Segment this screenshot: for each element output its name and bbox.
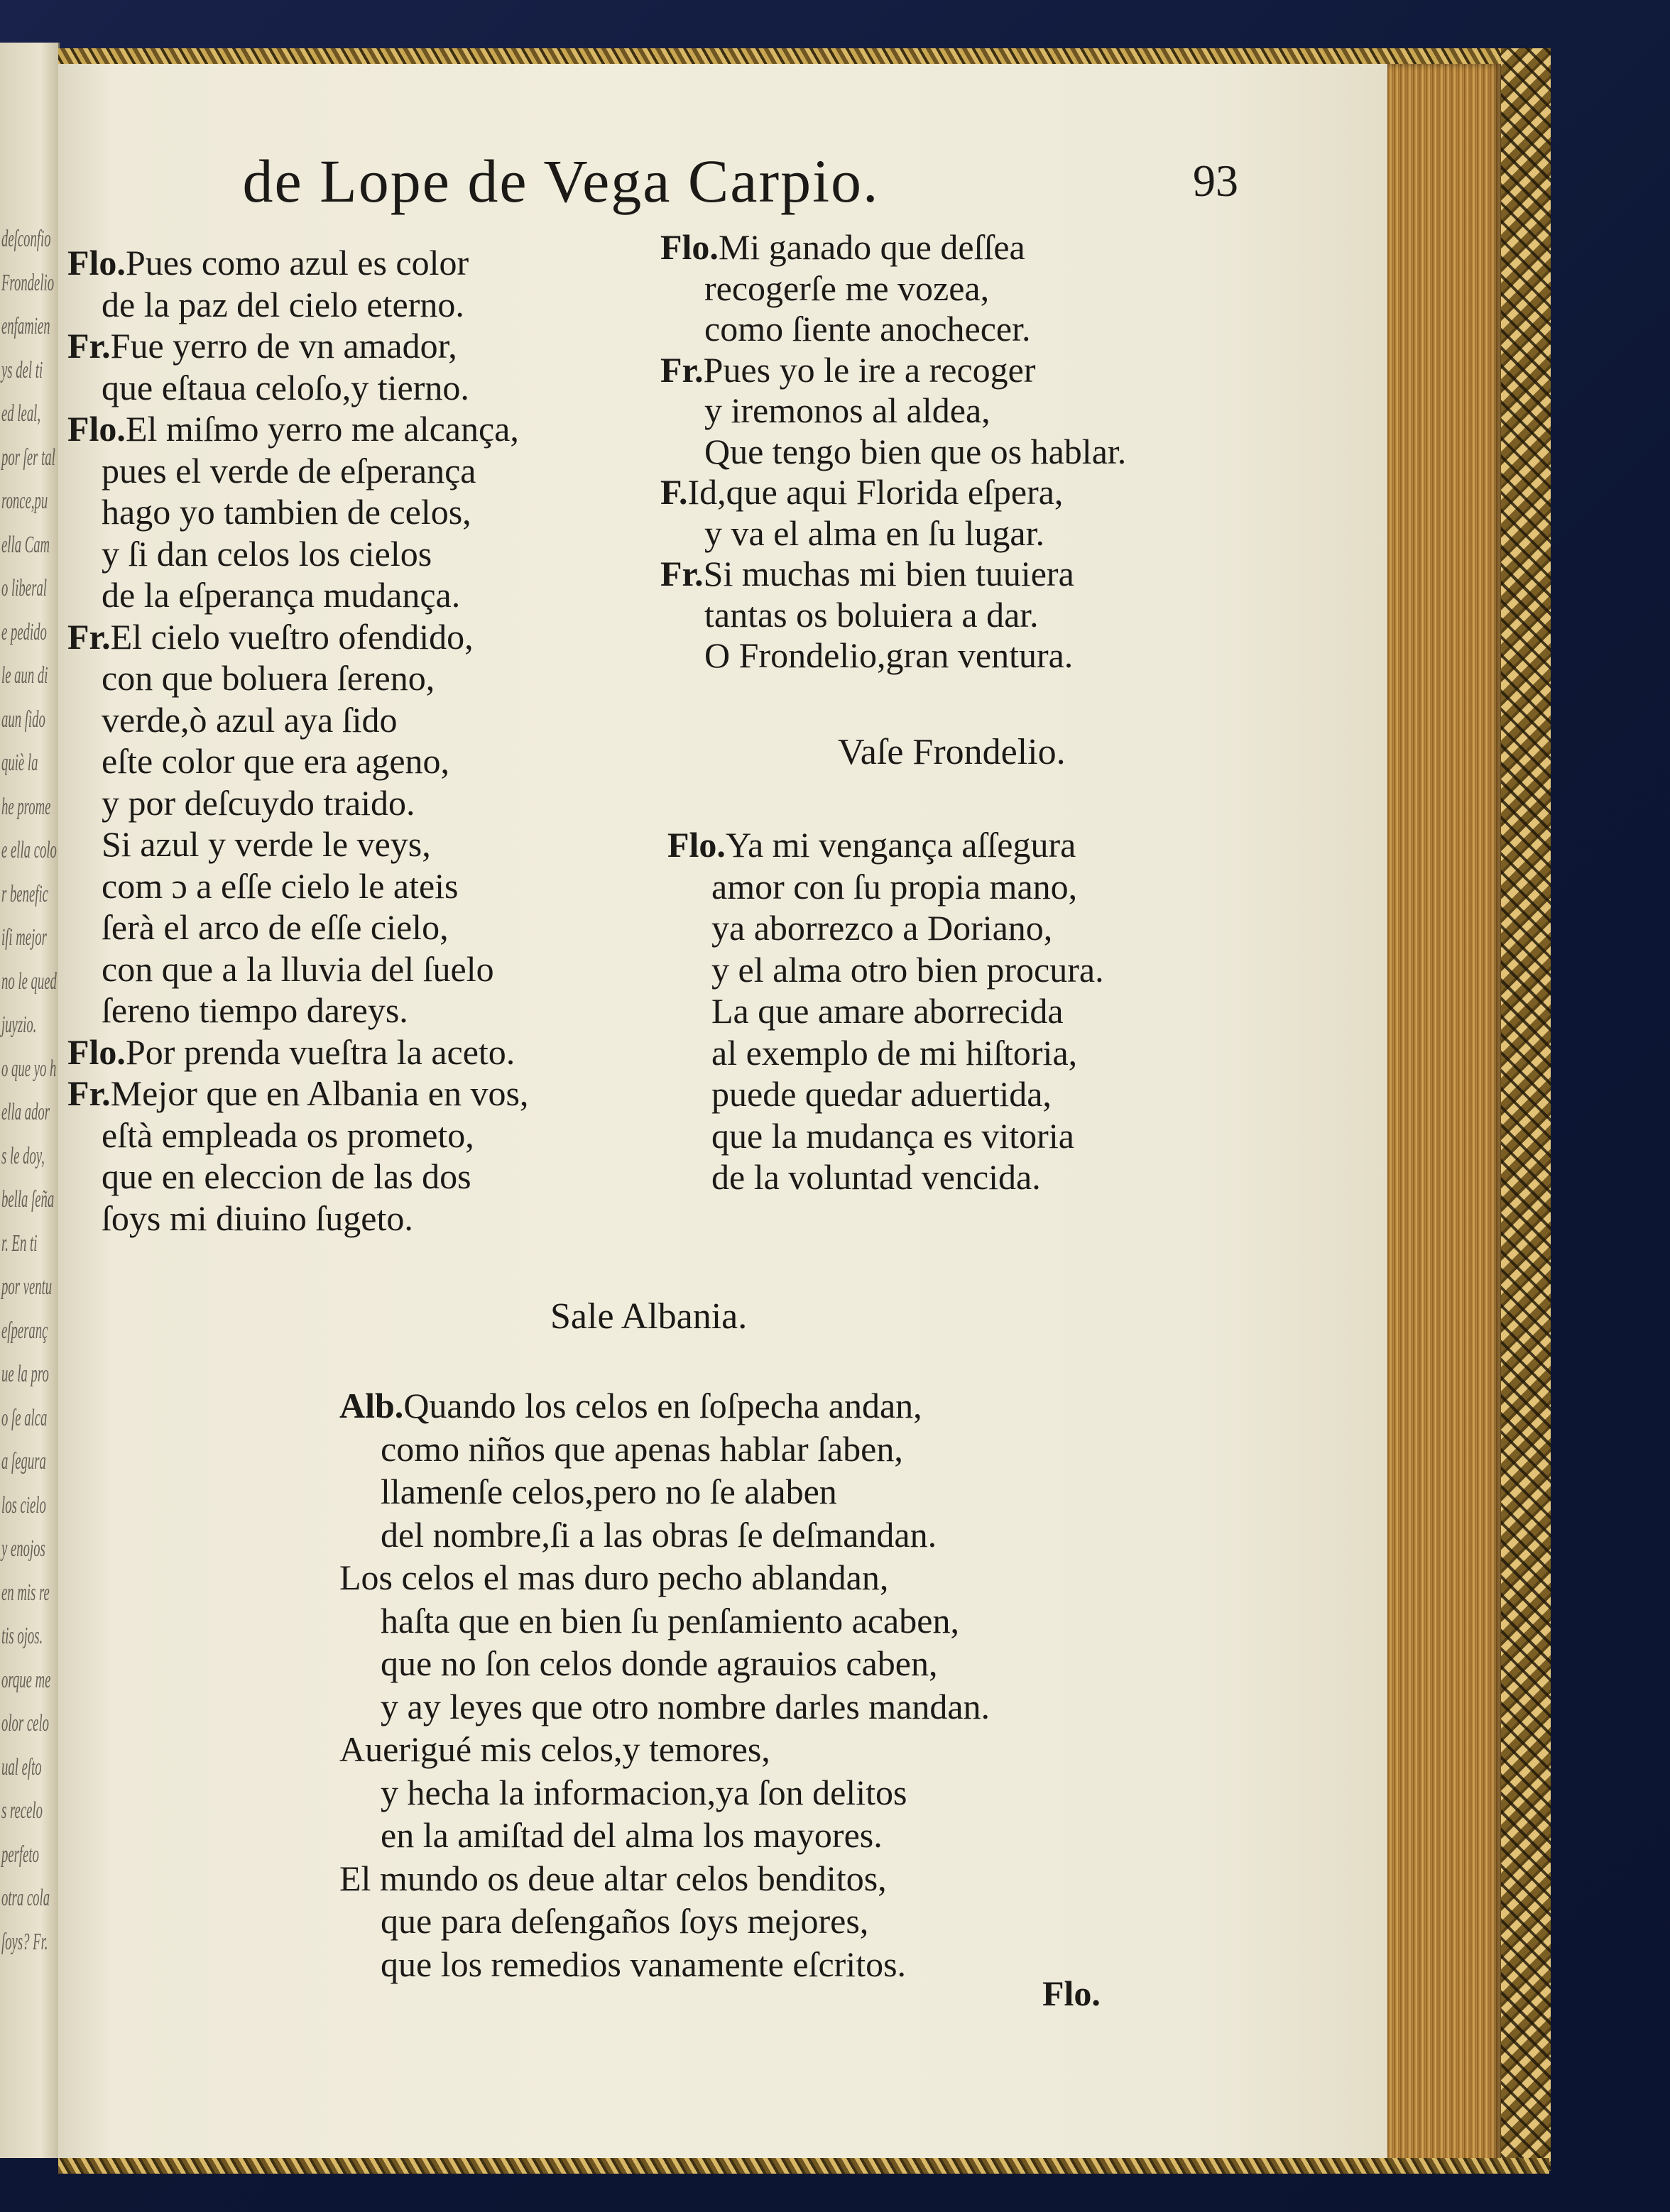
catchword: Flo.: [1042, 1973, 1101, 2013]
previous-page-fragment: deſconfio: [1, 226, 51, 252]
verse-line: [711, 1156, 1251, 1198]
verse-line: [67, 1072, 621, 1115]
previous-page-fragment: juyzio.: [1, 1012, 37, 1038]
verse-line: [381, 1900, 1162, 1942]
verse-text: de la paz del cielo eterno.: [102, 284, 464, 324]
previous-page-fragment: iſi mejor: [1, 924, 47, 951]
verse-line: [102, 989, 655, 1031]
previous-page-fragment: bella ſeña: [1, 1186, 55, 1212]
verse-text: ſoys mi diuino ſugeto.: [102, 1198, 413, 1238]
verse-line: [704, 634, 1258, 677]
verse-line: [339, 1384, 1120, 1427]
previous-page-fragment: ſoys? Fr.: [1, 1928, 48, 1955]
verse-line: [381, 1685, 1162, 1728]
previous-page-fragment: ella ador: [1, 1099, 50, 1125]
verse-text: en la amiſtad del alma los mayores.: [381, 1815, 883, 1855]
verse-line: [102, 1197, 655, 1239]
previous-page-fragment: tis ojos.: [1, 1623, 43, 1649]
verse-text: tantas os boluiera a dar.: [704, 594, 1039, 635]
verse-text: que en eleccion de las dos: [102, 1156, 471, 1196]
verse-text: Si muchas mi bien tuuiera: [703, 554, 1074, 593]
verse-line: [704, 267, 1258, 310]
previous-page-fragment: o liberal: [1, 575, 47, 601]
previous-page-fragment: e ella colo: [1, 837, 57, 863]
verse-line: [660, 226, 1214, 268]
verse-line: [67, 407, 621, 450]
previous-page-fragment: r benefic: [1, 880, 48, 907]
verse-text: Que tengo bien que os hablar.: [704, 431, 1127, 471]
previous-page-fragment: en mis re: [1, 1579, 50, 1606]
verse-text: El mundo os deue altar celos benditos,: [339, 1858, 887, 1898]
verse-line: [711, 907, 1251, 949]
verse-text: y ſi dan celos los cielos: [102, 533, 432, 574]
verse-line: [102, 532, 655, 575]
speaker-label: Flo.: [67, 409, 126, 449]
verse-line: [102, 366, 655, 409]
previous-page-edge: [0, 43, 60, 2158]
verse-line: [711, 1073, 1251, 1115]
verse-text: que no ſon celos donde agrauios caben,: [381, 1643, 938, 1683]
verse-line: [704, 593, 1258, 636]
previous-page-fragment: le aun di: [1, 662, 48, 689]
verse-text: puede quedar aduertida,: [711, 1074, 1052, 1114]
verse-line: [102, 574, 655, 616]
verse-text: de la eſperança mudança.: [102, 575, 461, 615]
gilt-border-right: [1501, 48, 1551, 2171]
previous-page-fragment: por ventu: [1, 1274, 53, 1300]
previous-page-fragment: enfamien: [1, 313, 50, 339]
speaker-label: Fr.: [660, 349, 704, 390]
previous-page-fragment: perfeto: [1, 1841, 39, 1868]
speaker-label: Alb.: [339, 1386, 404, 1425]
verse-line: [67, 1031, 621, 1073]
previous-page-fragment: e pedido: [1, 618, 47, 645]
previous-page-fragment: ys del ti: [1, 356, 43, 383]
verse-line: [339, 1857, 1120, 1900]
verse-line: [381, 1470, 1162, 1513]
verse-line: [102, 657, 655, 699]
verse-line: [381, 1599, 1162, 1642]
verse-line: [102, 823, 655, 865]
verse-text: que los remedios vanamente eſcritos.: [381, 1944, 907, 1984]
verse-text: El cielo vueſtro ofendido,: [110, 616, 474, 657]
verse-text: eſtà empleada os prometo,: [102, 1115, 474, 1155]
verse-text: amor con ſu propia mano,: [711, 866, 1078, 907]
previous-page-fragment: quiè la: [1, 750, 38, 776]
verse-text: y iremonos al aldea,: [704, 390, 990, 430]
previous-page-fragment: ual eſto: [1, 1753, 42, 1780]
previous-page-fragment: s recelo: [1, 1797, 43, 1824]
previous-page-fragment: los cielo: [1, 1491, 46, 1518]
stage-direction-enter: Sale Albania.: [550, 1296, 748, 1337]
previous-page-fragment: ed leal,: [1, 400, 41, 427]
verse-text: Pues yo le ire a recoger: [703, 349, 1036, 390]
previous-page-fragment: orque me: [1, 1666, 51, 1693]
speaker-label: Flo.: [67, 1031, 126, 1072]
verse-text: Los celos el mas duro pecho ablandan,: [339, 1557, 889, 1597]
verse-line: [102, 948, 655, 990]
verse-text: Mejor que en Albania en vos,: [110, 1073, 529, 1113]
verse-line: [660, 471, 1214, 513]
page-number: 93: [1193, 155, 1238, 206]
previous-page-fragment: r. En ti: [1, 1230, 38, 1256]
verse-text: que para deſengaños ſoys mejores,: [381, 1901, 869, 1941]
running-head: de Lope de Vega Carpio.: [242, 147, 880, 215]
verse-line: [711, 990, 1251, 1032]
verse-line: [67, 615, 621, 658]
verse-line: [67, 324, 621, 367]
previous-page-fragment: no le qued: [1, 968, 57, 995]
verse-text: como ſiente anochecer.: [704, 309, 1031, 349]
previous-page-fragment: por ſer tal: [1, 444, 55, 471]
verse-text: Fue yerro de vn amador,: [110, 326, 457, 366]
verse-line: [381, 1513, 1162, 1556]
previous-page-fragment: y enojos: [1, 1535, 45, 1562]
verse-text: haſta que en bien ſu penſamiento acaben,: [381, 1600, 959, 1641]
verse-line: [102, 1155, 655, 1198]
verse-text: recogerſe me vozea,: [704, 268, 990, 308]
verse-text: Pues como azul es color: [125, 243, 469, 283]
previous-page-fragment: o que yo h: [1, 1055, 57, 1082]
verse-text: llamenſe celos,pero no ſe alaben: [381, 1472, 837, 1511]
verse-line: [67, 241, 621, 284]
verse-text: y por deſcuydo traido.: [102, 782, 415, 823]
gilt-fore-edge: [1387, 64, 1501, 2165]
verse-text: Ya mi vengança aſſegura: [725, 825, 1076, 865]
stage-direction-exit: Vaſe Frondelio.: [838, 732, 1066, 772]
previous-page-fragment: ue la pro: [1, 1361, 49, 1387]
verse-text: Quando los celos en ſoſpecha andan,: [403, 1386, 922, 1425]
speaker-label: Flo.: [67, 243, 126, 283]
verse-line: [660, 349, 1214, 391]
verse-text: con que a la lluvia del ſuelo: [102, 948, 494, 989]
previous-page-fragment: eſperanç: [1, 1317, 48, 1344]
speaker-label: Fr.: [67, 616, 111, 657]
verse-line: [711, 948, 1251, 991]
verse-line: [381, 1642, 1162, 1685]
verse-line: [102, 906, 655, 948]
speaker-label: Flo.: [660, 227, 719, 267]
verse-text: de la voluntad vencida.: [711, 1157, 1041, 1197]
verse-text: com ɔ a eſſe cielo le ateis: [102, 865, 459, 906]
verse-text: Id,que aqui Florida eſpera,: [687, 472, 1064, 512]
verse-line: [102, 865, 655, 907]
verse-text: pues el verde de eſperança: [102, 450, 476, 491]
verse-text: y va el alma en ſu lugar.: [704, 513, 1045, 553]
verse-line: [102, 782, 655, 824]
verse-text: O Frondelio,gran ventura.: [704, 635, 1074, 675]
verse-text: eſte color que era ageno,: [102, 741, 450, 781]
gilt-border-bottom: [58, 2158, 1549, 2174]
previous-page-fragment: ella Cam: [1, 531, 50, 558]
verse-text: ſerà el arco de eſſe cielo,: [102, 907, 449, 947]
verse-line: [339, 1556, 1120, 1599]
verse-text: y hecha la informacion,ya ſon delitos: [381, 1772, 907, 1812]
verse-text: ya aborrezco a Doriano,: [711, 908, 1053, 948]
verse-text: La que amare aborrecida: [711, 991, 1064, 1031]
verse-text: hago yo tambien de celos,: [102, 492, 471, 532]
verse-line: [102, 1114, 655, 1156]
verse-line: [704, 307, 1258, 350]
verse-text: ſereno tiempo dareys.: [102, 990, 408, 1030]
verse-line: [102, 699, 655, 741]
previous-page-fragment: otra cola: [1, 1885, 50, 1911]
verse-line: [102, 740, 655, 782]
previous-page-fragment: olor celo: [1, 1710, 49, 1736]
verse-line: [704, 389, 1258, 432]
verse-text: El miſmo yerro me alcança,: [125, 409, 519, 449]
verse-text: Mi ganado que deſſea: [718, 227, 1025, 267]
speaker-label: Flo.: [667, 825, 726, 865]
verse-text: con que boluera ſereno,: [102, 658, 435, 698]
verse-line: [381, 1428, 1162, 1470]
verse-text: como niños que apenas hablar ſaben,: [381, 1428, 903, 1469]
verse-line: [711, 1031, 1251, 1074]
previous-page-fragment: ronce,pu: [1, 488, 48, 514]
verse-line: [102, 491, 655, 533]
previous-page-fragment: Frondelio: [1, 269, 55, 296]
previous-page-fragment: o ſe alca: [1, 1404, 48, 1431]
verse-text: y el alma otro bien procura.: [711, 949, 1104, 990]
speaker-label: F.: [660, 472, 688, 512]
verse-line: [381, 1771, 1162, 1814]
previous-page-fragment: aun ſido: [1, 706, 45, 733]
verse-text: del nombre,ſi a las obras ſe deſmandan.: [381, 1514, 937, 1555]
verse-line: [711, 1115, 1251, 1157]
verse-line: [102, 283, 655, 326]
verse-line: [667, 823, 1207, 866]
verse-text: Auerigué mis celos,y temores,: [339, 1729, 770, 1769]
verse-text: que eſtaua celoſo,y tierno.: [102, 367, 469, 407]
speaker-label: Fr.: [67, 1073, 111, 1113]
previous-page-fragment: he prome: [1, 793, 51, 820]
verse-line: [660, 552, 1214, 595]
verse-line: [381, 1814, 1162, 1856]
verse-line: [704, 430, 1258, 473]
verse-text: Si azul y verde le veys,: [102, 824, 431, 864]
previous-page-fragment: s le doy,: [1, 1142, 45, 1169]
verse-text: verde,ò azul aya ſido: [102, 699, 398, 740]
speaker-label: Fr.: [67, 326, 111, 366]
verse-text: que la mudança es vitoria: [711, 1115, 1074, 1156]
previous-page-fragment: a ſegura: [1, 1448, 46, 1474]
verse-text: al exemplo de mi hiſtoria,: [711, 1032, 1078, 1073]
verse-line: [704, 512, 1258, 554]
verse-line: [711, 865, 1251, 908]
verse-line: [102, 449, 655, 492]
verse-line: [339, 1728, 1120, 1770]
verse-text: Por prenda vueſtra la aceto.: [125, 1031, 515, 1072]
speaker-label: Fr.: [660, 554, 704, 593]
verse-text: y ay leyes que otro nombre darles mandan.: [381, 1686, 990, 1726]
